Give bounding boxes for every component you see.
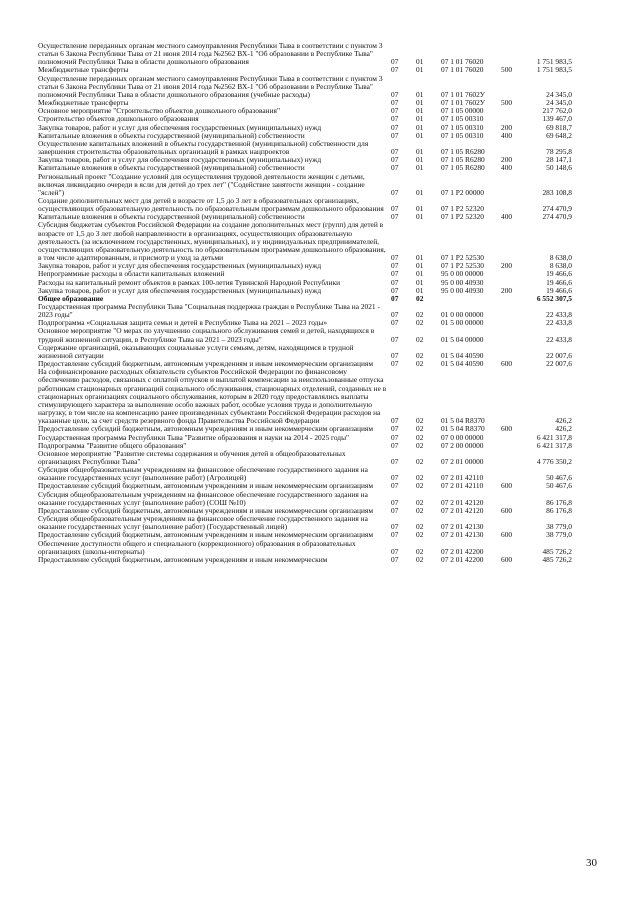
row-section-code: 07 bbox=[391, 546, 399, 556]
row-target-article: 07 1 01 76020 bbox=[441, 57, 484, 67]
row-section-code: 07 bbox=[391, 359, 399, 369]
row-name: Субсидия бюджетам субъектов Российской Федерации на создание дополнительных мест (групп) для детей в возрасте от 1,5 до 3 лет любой направленности в организациях, осуществляющих образовательную деятельность (за исключением государственных, муниципальных), и у индивидуальных предпринимателей, осуществляющих образовательную деятельность по образовательным программам дошкольного образования, в том числе адаптированным, и присмотр и уход за детьми bbox=[38, 220, 386, 263]
row-amount: 22 433,8 bbox=[546, 334, 572, 344]
table-row bbox=[38, 450, 598, 466]
row-expense-type: 400 bbox=[501, 212, 513, 222]
row-name: Межбюджетные трансферты bbox=[38, 65, 129, 75]
table-row bbox=[38, 556, 598, 564]
row-amount: 22 433,8 bbox=[546, 318, 572, 328]
row-expense-type: 600 bbox=[501, 530, 513, 540]
row-section-code: 07 bbox=[391, 204, 399, 214]
row-subsection-code: 02 bbox=[416, 522, 424, 532]
row-target-article: 01 5 04 40590 bbox=[441, 350, 484, 360]
row-section-code: 07 bbox=[391, 416, 399, 426]
row-expense-type: 500 bbox=[501, 65, 513, 75]
row-name: Осуществление капитальных вложений в объекты государственной (муниципальной) собственности для завершения строительства образовательных организаций в рамках нацпроектов bbox=[38, 138, 369, 157]
row-amount: 426,2 bbox=[555, 416, 572, 426]
row-section-code: 07 bbox=[391, 522, 399, 532]
row-amount: 139 467,0 bbox=[542, 114, 572, 124]
table-row bbox=[38, 344, 598, 360]
row-subsection-code: 01 bbox=[416, 122, 424, 132]
row-subsection-code: 01 bbox=[416, 106, 424, 116]
row-name: Предоставление субсидий бюджетным, автономным учреждениям и иным некоммерческим bbox=[38, 554, 328, 564]
row-target-article: 07 2 01 42120 bbox=[441, 497, 484, 507]
row-subsection-code: 02 bbox=[416, 350, 424, 360]
row-target-article: 07 1 P2 52320 bbox=[441, 212, 484, 222]
row-subsection-code: 02 bbox=[416, 546, 424, 556]
row-amount: 1 751 983,5 bbox=[536, 65, 572, 75]
row-subsection-code: 01 bbox=[416, 98, 424, 108]
row-name: Государственная программа Республики Тыва "Развитие образования и науки на 2014 - 2025 годы" bbox=[38, 432, 350, 442]
table-row bbox=[38, 515, 598, 531]
row-subsection-code: 02 bbox=[416, 310, 424, 320]
row-section-code: 07 bbox=[391, 350, 399, 360]
row-subsection-code: 02 bbox=[416, 432, 424, 442]
row-expense-type: 600 bbox=[501, 481, 513, 491]
row-name: Закупка товаров, работ и услуг для обеспечения государственных (муниципальных) нужд bbox=[38, 155, 322, 165]
row-amount: 22 007,6 bbox=[546, 359, 572, 369]
row-target-article: 01 5 04 R8370 bbox=[441, 424, 485, 434]
row-expense-type: 600 bbox=[501, 359, 513, 369]
row-amount: 86 176,8 bbox=[546, 497, 572, 507]
row-expense-type: 200 bbox=[501, 285, 513, 295]
row-subsection-code: 01 bbox=[416, 130, 424, 140]
row-target-article: 07 2 01 42120 bbox=[441, 505, 484, 515]
row-section-code: 07 bbox=[391, 497, 399, 507]
row-expense-type: 600 bbox=[501, 505, 513, 515]
row-amount: 50 467,6 bbox=[546, 481, 572, 491]
row-expense-type: 400 bbox=[501, 163, 513, 173]
row-target-article: 07 1 P2 52320 bbox=[441, 204, 484, 214]
row-section-code: 07 bbox=[391, 253, 399, 263]
row-subsection-code: 01 bbox=[416, 261, 424, 271]
table-row bbox=[38, 540, 598, 556]
row-target-article: 07 1 05 00310 bbox=[441, 114, 484, 124]
row-target-article: 95 0 00 40930 bbox=[441, 277, 484, 287]
row-name: Субсидия общеобразовательным учреждениям на финансовое обеспечение государственного задания на оказание государственных услуг (выполнение работ) (Агролицей) bbox=[38, 465, 368, 483]
row-amount: 217 762,0 bbox=[542, 106, 572, 116]
row-name: Строительство объектов дошкольного образования bbox=[38, 114, 199, 124]
row-name: Предоставление субсидий бюджетным, автономным учреждениям и иным некоммерческим организациям bbox=[38, 505, 374, 515]
row-name: Основное мероприятие "Развитие системы содержания и обучения детей в общеобразовательных организациях Республики Тыва" bbox=[38, 448, 346, 466]
row-name: Осуществление переданных органам местного самоуправления Республики Тыва в соответствии с пунктом 3 статьи 6 Закона Республики Тыва от 21 июня 2014 года №2562 ВХ-1 "Об образовании в Республике Тыва" полномочий Республики Тыва в области дошкольного образования bbox=[38, 41, 383, 67]
row-amount: 274 470,9 bbox=[542, 204, 572, 214]
row-amount: 86 176,8 bbox=[546, 505, 572, 515]
row-section-code: 07 bbox=[391, 530, 399, 540]
row-section-code: 07 bbox=[391, 456, 399, 466]
table-row bbox=[38, 42, 598, 66]
row-name: Региональный проект "Создание условий для осуществления трудовой деятельности женщин с детьми, включая ликвидацию очереди в ясли для детей до трех лет" ("Содействие занятости женщин - создание "яслей") bbox=[38, 171, 365, 197]
row-amount: 485 726,2 bbox=[542, 554, 572, 564]
row-amount: 8 638,0 bbox=[549, 253, 572, 263]
row-name: Непрограммные расходы в области капитальных вложений bbox=[38, 269, 225, 279]
row-name: Предоставление субсидий бюджетным, автономным учреждениям и иным некоммерческим организациям bbox=[38, 481, 374, 491]
row-target-article: 01 5 04 R8370 bbox=[441, 416, 485, 426]
row-amount: 283 108,8 bbox=[542, 187, 572, 197]
row-target-article: 07 1 05 00000 bbox=[441, 106, 484, 116]
row-expense-type: 200 bbox=[501, 261, 513, 271]
row-subsection-code: 02 bbox=[416, 473, 424, 483]
row-target-article: 07 2 01 00000 bbox=[441, 456, 484, 466]
row-amount: 69 818,7 bbox=[546, 122, 572, 132]
row-subsection-code: 01 bbox=[416, 204, 424, 214]
row-subsection-code: 02 bbox=[416, 456, 424, 466]
row-section-code: 07 bbox=[391, 432, 399, 442]
table-row bbox=[38, 368, 598, 425]
row-subsection-code: 02 bbox=[416, 334, 424, 344]
row-name: Осуществление переданных органам местного самоуправления Республики Тыва в соответствии с пунктом 3 статьи 6 Закона Республики Тыва от 21 июня 2014 года №2562 ВХ-1 "Об образовании в Республике Тыва" полномочий Республики Тыва в области дошкольного образования (учебные расходы) bbox=[38, 73, 383, 99]
row-section-code: 07 bbox=[391, 293, 399, 303]
row-amount: 19 466,6 bbox=[546, 285, 572, 295]
row-section-code: 07 bbox=[391, 505, 399, 515]
table-row bbox=[38, 221, 598, 262]
row-target-article: 95 0 00 00000 bbox=[441, 269, 484, 279]
row-target-article: 07 1 05 R6280 bbox=[441, 163, 485, 173]
row-target-article: 07 1 01 76020 bbox=[441, 65, 484, 75]
row-subsection-code: 01 bbox=[416, 285, 424, 295]
row-target-article: 01 5 04 00000 bbox=[441, 334, 484, 344]
row-section-code: 07 bbox=[391, 122, 399, 132]
row-section-code: 07 bbox=[391, 130, 399, 140]
row-target-article: 01 5 00 00000 bbox=[441, 318, 484, 328]
row-section-code: 07 bbox=[391, 277, 399, 287]
row-target-article: 07 2 00 00000 bbox=[441, 440, 484, 450]
row-target-article: 07 1 P2 52530 bbox=[441, 261, 484, 271]
row-target-article: 07 1 05 R6280 bbox=[441, 155, 485, 165]
table-row bbox=[38, 327, 598, 343]
row-amount: 8 638,0 bbox=[549, 261, 572, 271]
row-amount: 1 751 983,5 bbox=[536, 57, 572, 67]
row-subsection-code: 02 bbox=[416, 440, 424, 450]
page-number: 30 bbox=[586, 857, 597, 869]
row-subsection-code: 01 bbox=[416, 155, 424, 165]
row-name: Предоставление субсидий бюджетным, автономным учреждениям и иным некоммерческим организациям bbox=[38, 530, 374, 540]
row-subsection-code: 01 bbox=[416, 65, 424, 75]
row-subsection-code: 02 bbox=[416, 416, 424, 426]
row-target-article: 95 0 00 40930 bbox=[441, 285, 484, 295]
row-subsection-code: 02 bbox=[416, 530, 424, 540]
row-amount: 38 779,0 bbox=[546, 522, 572, 532]
table-row bbox=[38, 173, 598, 197]
row-section-code: 07 bbox=[391, 318, 399, 328]
row-name: Подпрограмма "Развитие общего образования" bbox=[38, 440, 187, 450]
row-amount: 274 470,9 bbox=[542, 212, 572, 222]
row-subsection-code: 01 bbox=[416, 187, 424, 197]
row-subsection-code: 01 bbox=[416, 163, 424, 173]
row-subsection-code: 02 bbox=[416, 318, 424, 328]
row-name: Общее образование bbox=[38, 293, 104, 303]
row-target-article: 07 2 01 42130 bbox=[441, 530, 484, 540]
row-name: Создание дополнительных мест для детей в возрасте от 1,5 до 3 лет в образовательных организациях, осуществляющих образовательную деятельность по образовательным программам дошкольного образования bbox=[38, 195, 384, 214]
row-subsection-code: 02 bbox=[416, 497, 424, 507]
row-target-article: 07 2 01 42130 bbox=[441, 522, 484, 532]
row-name: Капитальные вложения в объекты государственной (муниципальной) собственности bbox=[38, 163, 305, 173]
row-subsection-code: 01 bbox=[416, 212, 424, 222]
row-amount: 50 148,6 bbox=[546, 163, 572, 173]
row-amount: 485 726,2 bbox=[542, 546, 572, 556]
row-name: Расходы на капитальный ремонт объектов в рамках 100-летия Тувинской Народной Республики bbox=[38, 277, 341, 287]
row-target-article: 07 1 P2 52530 bbox=[441, 253, 484, 263]
row-section-code: 07 bbox=[391, 424, 399, 434]
row-amount: 6 421 317,8 bbox=[536, 432, 572, 442]
row-target-article: 07 0 00 00000 bbox=[441, 432, 484, 442]
row-amount: 6 421 317,8 bbox=[536, 440, 572, 450]
row-name: Обеспечение доступности общего и специального (коррекционного) образования в образовательных организациях (школы-интернаты) bbox=[38, 538, 356, 556]
row-amount: 19 466,6 bbox=[546, 269, 572, 279]
row-name: Содержание организаций, оказывающих социальные услуги семьям, детям, находящимся в трудной жизненной ситуации bbox=[38, 342, 354, 360]
row-name: Закупка товаров, работ и услуг для обеспечения государственных (муниципальных) нужд bbox=[38, 122, 322, 132]
row-name: Межбюджетные трансферты bbox=[38, 98, 129, 108]
row-amount: 28 147,1 bbox=[546, 155, 572, 165]
row-amount: 50 467,6 bbox=[546, 473, 572, 483]
row-target-article: 07 2 01 42110 bbox=[441, 481, 484, 491]
row-subsection-code: 01 bbox=[416, 253, 424, 263]
row-subsection-code: 02 bbox=[416, 424, 424, 434]
row-name: Подпрограмма «Социальная защита семьи и детей в Республике Тыва на 2021 – 2023 годы» bbox=[38, 318, 328, 328]
row-subsection-code: 02 bbox=[416, 359, 424, 369]
row-amount: 22 433,8 bbox=[546, 310, 572, 320]
budget-table bbox=[38, 42, 598, 564]
row-name: Закупка товаров, работ и услуг для обеспечения государственных (муниципальных) нужд bbox=[38, 285, 322, 295]
row-section-code: 07 bbox=[391, 440, 399, 450]
row-section-code: 07 bbox=[391, 98, 399, 108]
row-target-article: 07 1 05 R6280 bbox=[441, 147, 485, 157]
row-subsection-code: 01 bbox=[416, 277, 424, 287]
row-section-code: 07 bbox=[391, 147, 399, 157]
row-subsection-code: 01 bbox=[416, 269, 424, 279]
row-name: Закупка товаров, работ и услуг для обеспечения государственных (муниципальных) нужд bbox=[38, 261, 322, 271]
row-section-code: 07 bbox=[391, 114, 399, 124]
row-amount: 426,2 bbox=[555, 424, 572, 434]
row-name: Основное мероприятие "О мерах по улучшению социального обслуживания семей и детей, находящихся в трудной жизненной ситуации, в Республике Тыва на 2021 – 2023 годы" bbox=[38, 326, 375, 344]
row-target-article: 07 1 P2 00000 bbox=[441, 187, 484, 197]
row-subsection-code: 02 bbox=[416, 293, 424, 303]
table-row bbox=[38, 75, 598, 99]
row-name: Государственная программа Республики Тыва "Социальная поддержка граждан в Республике Тыва на 2021 - 2023 годы" bbox=[38, 302, 380, 320]
row-target-article: 07 2 01 42200 bbox=[441, 546, 484, 556]
table-row bbox=[38, 303, 598, 319]
row-subsection-code: 01 bbox=[416, 57, 424, 67]
row-section-code: 07 bbox=[391, 334, 399, 344]
row-amount: 24 345,0 bbox=[546, 89, 572, 99]
row-section-code: 07 bbox=[391, 212, 399, 222]
row-target-article: 07 1 01 7602У bbox=[441, 98, 486, 108]
row-subsection-code: 02 bbox=[416, 505, 424, 515]
table-row bbox=[38, 491, 598, 507]
row-target-article: 07 1 05 00310 bbox=[441, 122, 484, 132]
row-target-article: 01 5 04 40590 bbox=[441, 359, 484, 369]
row-expense-type: 500 bbox=[501, 98, 513, 108]
row-section-code: 07 bbox=[391, 481, 399, 491]
table-row bbox=[38, 140, 598, 156]
row-section-code: 07 bbox=[391, 285, 399, 295]
row-amount: 4 776 350,2 bbox=[536, 456, 572, 466]
row-name: Предоставление субсидий бюджетным, автономным учреждениям и иным некоммерческим организациям bbox=[38, 424, 374, 434]
row-section-code: 07 bbox=[391, 155, 399, 165]
row-section-code: 07 bbox=[391, 261, 399, 271]
row-name: Субсидия общеобразовательным учреждениям на финансовое обеспечение государственного задания на оказание государственных услуг (выполнение работ) (Государственный лицей) bbox=[38, 514, 368, 532]
row-name: Субсидия общеобразовательным учреждениям на финансовое обеспечение государственного задания на оказание государственных услуг (выполнение работ) (СОШ №10) bbox=[38, 489, 368, 507]
row-name: На софинансирование расходных обязательств субъектов Российской Федерации по финансовому обеспечению расходов, связанных с оплатой отпусков и выплатой компенсации за неиспользованные отпуска работникам стационарных организаций социального обслуживания, стационарных отделений, созданных не в стационарных организациях социального обслуживания, которым в 2020 году предоставлялись выплаты стимулирующего характера за выполнение особо важных работ, особые условия труда и дополнительную нагрузку, в том числе на компенсацию ранее произведенных субъектами Российской Федерации расходов на указанные цели, за счет средств резервного фонда Правительства Российской Федерации bbox=[38, 367, 387, 426]
row-subsection-code: 01 bbox=[416, 147, 424, 157]
row-section-code: 07 bbox=[391, 163, 399, 173]
row-amount: 78 295,8 bbox=[546, 147, 572, 157]
row-expense-type: 600 bbox=[501, 424, 513, 434]
row-amount: 6 552 307,5 bbox=[536, 293, 572, 303]
row-section-code: 07 bbox=[391, 554, 399, 564]
row-expense-type: 400 bbox=[501, 130, 513, 140]
table-row bbox=[38, 466, 598, 482]
row-amount: 22 007,6 bbox=[546, 350, 572, 360]
row-expense-type: 200 bbox=[501, 122, 513, 132]
row-section-code: 07 bbox=[391, 269, 399, 279]
row-target-article: 07 1 05 00310 bbox=[441, 130, 484, 140]
row-name: Основное мероприятие "Строительство объектов дошкольного образования" bbox=[38, 106, 280, 116]
row-subsection-code: 02 bbox=[416, 554, 424, 564]
row-amount: 24 345,0 bbox=[546, 98, 572, 108]
row-amount: 69 648,2 bbox=[546, 130, 572, 140]
row-amount: 19 466,6 bbox=[546, 277, 572, 287]
row-target-article: 01 0 00 00000 bbox=[441, 310, 484, 320]
row-section-code: 07 bbox=[391, 187, 399, 197]
row-expense-type: 600 bbox=[501, 554, 513, 564]
table-row bbox=[38, 287, 598, 295]
row-target-article: 07 1 01 7602У bbox=[441, 89, 486, 99]
row-section-code: 07 bbox=[391, 310, 399, 320]
row-section-code: 07 bbox=[391, 57, 399, 67]
row-section-code: 07 bbox=[391, 65, 399, 75]
row-name: Предоставление субсидий бюджетным, автономным учреждениям и иным некоммерческим организациям bbox=[38, 359, 374, 369]
row-name: Капитальные вложения в объекты государственной (муниципальной) собственности bbox=[38, 130, 305, 140]
row-subsection-code: 02 bbox=[416, 481, 424, 491]
row-subsection-code: 01 bbox=[416, 114, 424, 124]
table-row bbox=[38, 197, 598, 213]
row-target-article: 07 2 01 42200 bbox=[441, 554, 484, 564]
row-section-code: 07 bbox=[391, 89, 399, 99]
row-expense-type: 200 bbox=[501, 155, 513, 165]
row-section-code: 07 bbox=[391, 106, 399, 116]
row-target-article: 07 2 01 42110 bbox=[441, 473, 484, 483]
row-section-code: 07 bbox=[391, 473, 399, 483]
row-amount: 38 779,0 bbox=[546, 530, 572, 540]
row-name: Капитальные вложения в объекты государственной (муниципальной) собственности bbox=[38, 212, 305, 222]
row-subsection-code: 01 bbox=[416, 89, 424, 99]
